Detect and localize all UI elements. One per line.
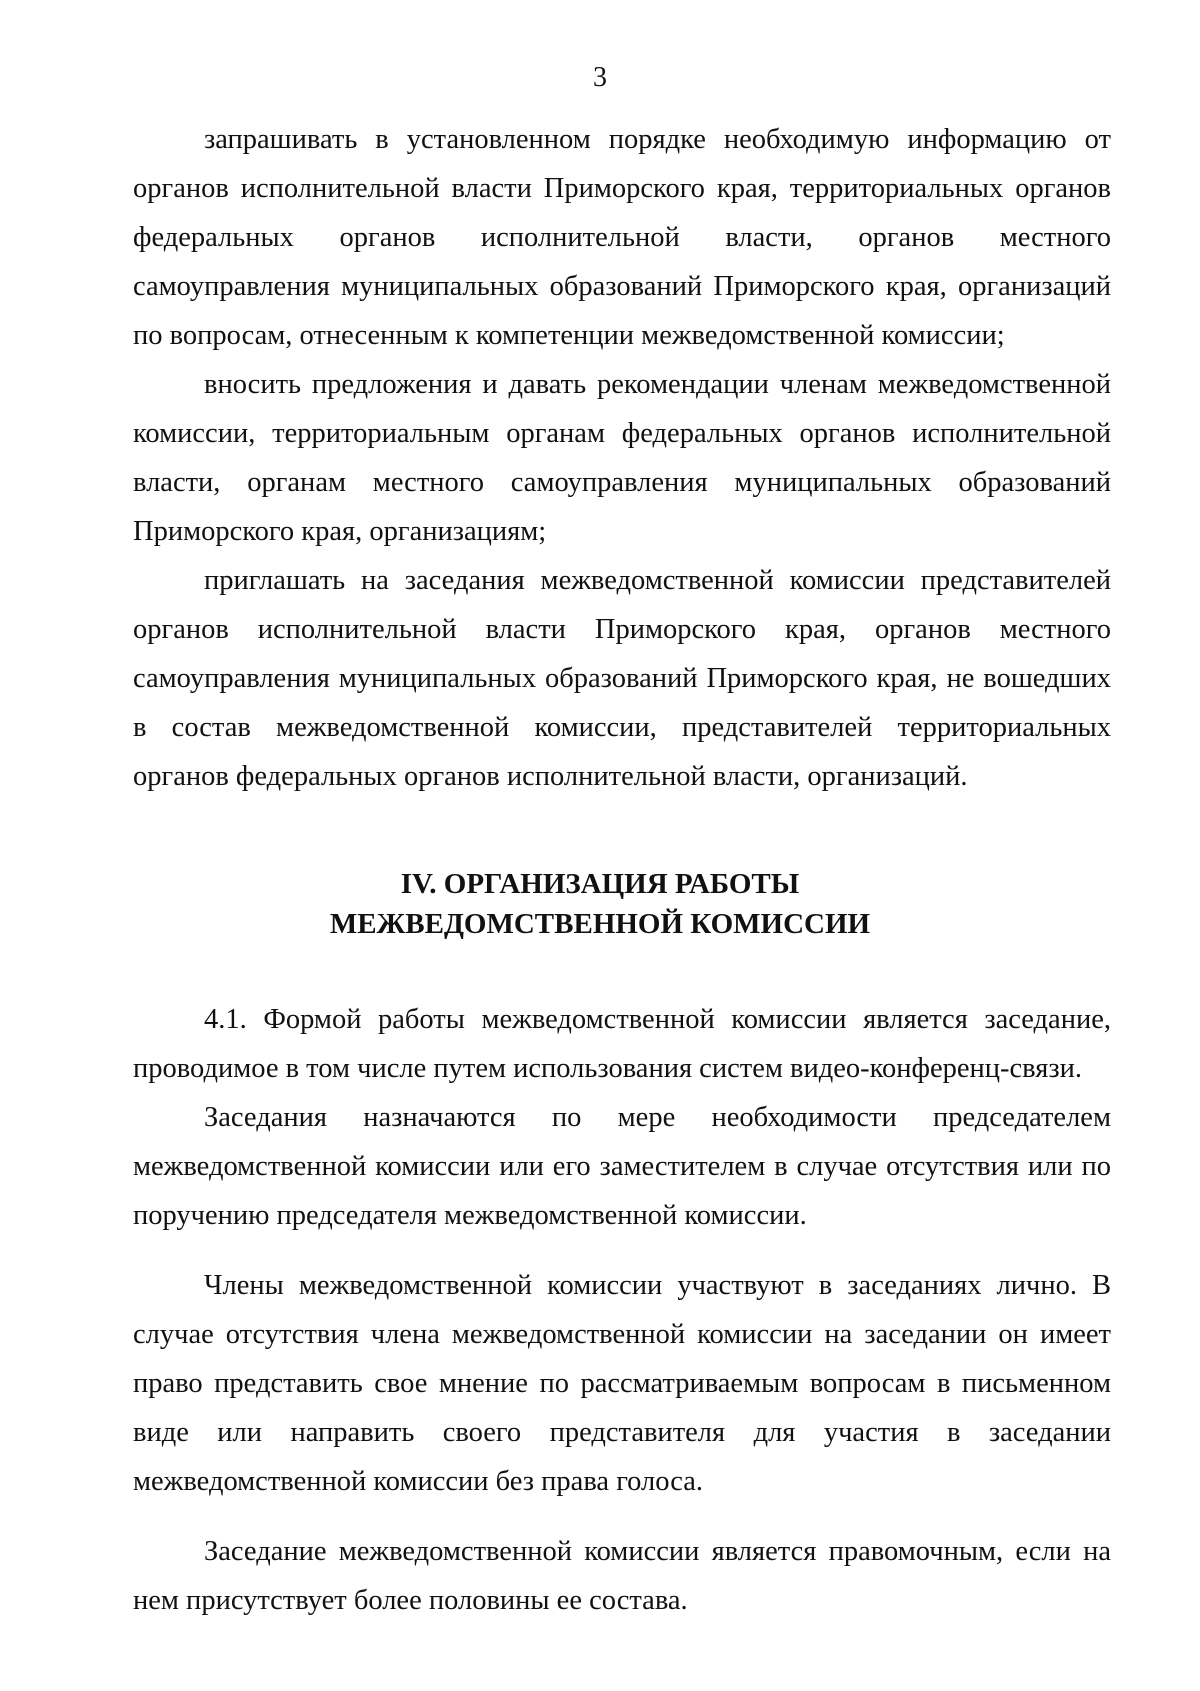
paragraph-quorum: Заседание межведомственной комиссии является правомочным, если на нем присутствует более половины ее состава. bbox=[133, 1536, 1111, 1616]
section-heading-line-1: IV. ОРГАНИЗАЦИЯ РАБОТЫ bbox=[400, 868, 800, 900]
paragraph-spacer bbox=[133, 1240, 1111, 1261]
section-body bbox=[133, 995, 1111, 1625]
paragraph-make-proposals: вносить предложения и давать рекомендации членам межведомственной комиссии, территориальным органам федеральных органов исполнительной власти, органам местного самоуправления муниципальных образований Приморского края, организациям; bbox=[133, 369, 1111, 547]
paragraph-spacer bbox=[133, 1506, 1111, 1527]
page-number: 3 bbox=[593, 62, 607, 93]
paragraph-4-1: 4.1. Формой работы межведомственной комиссии является заседание, проводимое в том числе путем использования систем видео-конференц-связи. bbox=[133, 1004, 1111, 1084]
paragraph-meetings-scheduled: Заседания назначаются по мере необходимости председателем межведомственной комиссии или его заместителем в случае отсутствия или по поручению председателя межведомственной комиссии. bbox=[133, 1102, 1111, 1231]
paragraph-request-information: запрашивать в установленном порядке необходимую информацию от органов исполнительной власти Приморского края, территориальных органов федеральных органов исполнительной власти, органов местного самоуправления муниципальных образований Приморского края, организаций по вопросам, отнесенным к компетенции межведомственной комиссии; bbox=[133, 124, 1111, 351]
section-heading-line-2: МЕЖВЕДОМСТВЕННОЙ КОМИССИИ bbox=[329, 908, 871, 940]
section-heading bbox=[0, 864, 1200, 944]
powers-list bbox=[133, 115, 1111, 801]
paragraph-invite-representatives: приглашать на заседания межведомственной комиссии представителей органов исполнительной власти Приморского края, органов местного самоуправления муниципальных образований Приморского края, не вошедших в состав межведомственной комиссии, представителей территориальных органов федеральных органов исполнительной власти, организаций. bbox=[133, 565, 1111, 792]
paragraph-members-participation: Члены межведомственной комиссии участвуют в заседаниях лично. В случае отсутствия члена межведомственной комиссии на заседании он имеет право представить свое мнение по рассматриваемым вопросам в письменном виде или направить своего представителя для участия в заседании межведомственной комиссии без права голоса. bbox=[133, 1270, 1111, 1497]
